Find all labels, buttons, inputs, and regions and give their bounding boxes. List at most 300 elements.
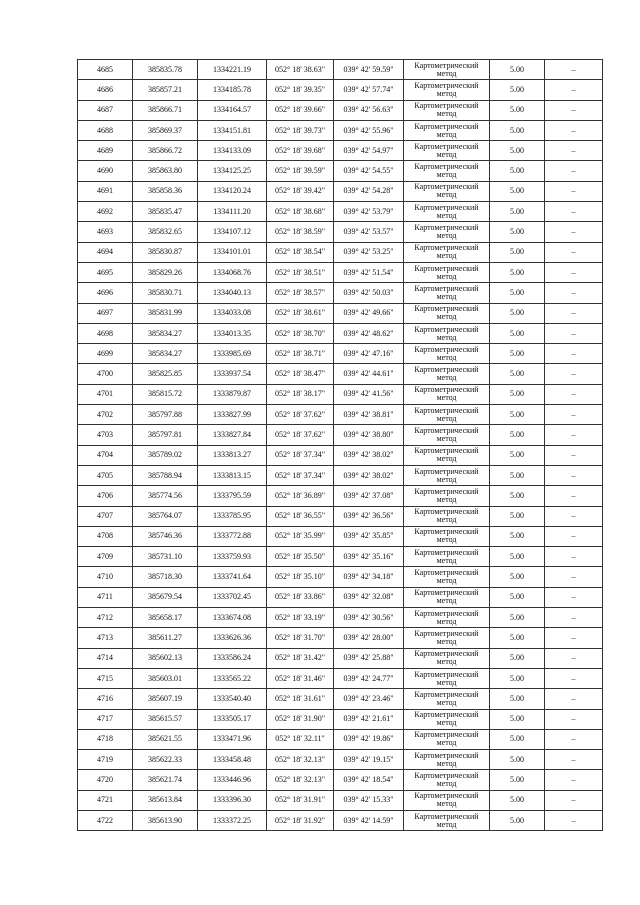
- point-number-cell: 4699: [78, 344, 133, 364]
- table-row: [78, 567, 603, 587]
- longitude-cell: 039° 42' 25.88": [334, 648, 404, 668]
- point-number-cell: 4696: [78, 283, 133, 303]
- table-row: [78, 283, 603, 303]
- longitude-cell: 039° 42' 37.08": [334, 486, 404, 506]
- note-cell: –: [545, 486, 603, 506]
- latitude-cell: 052° 18' 35.10": [267, 567, 334, 587]
- table-row: [78, 689, 603, 709]
- accuracy-cell: 5.00: [490, 303, 545, 323]
- coordinates-table: [77, 59, 603, 831]
- note-cell: –: [545, 303, 603, 323]
- method-cell: Картометрический метод: [404, 486, 490, 506]
- point-number-cell: 4701: [78, 384, 133, 404]
- y-coordinate-cell: 1334164.57: [198, 100, 267, 120]
- accuracy-cell: 5.00: [490, 648, 545, 668]
- longitude-cell: 039° 42' 51.54": [334, 262, 404, 282]
- latitude-cell: 052° 18' 35.50": [267, 547, 334, 567]
- table-row: [78, 526, 603, 546]
- longitude-cell: 039° 42' 14.59": [334, 810, 404, 830]
- y-coordinate-cell: 1333446.96: [198, 770, 267, 790]
- x-coordinate-cell: 385718.30: [133, 567, 198, 587]
- point-number-cell: 4685: [78, 60, 133, 80]
- y-coordinate-cell: 1334151.81: [198, 120, 267, 140]
- note-cell: –: [545, 526, 603, 546]
- latitude-cell: 052° 18' 36.55": [267, 506, 334, 526]
- point-number-cell: 4706: [78, 486, 133, 506]
- longitude-cell: 039° 42' 19.86": [334, 729, 404, 749]
- note-cell: –: [545, 567, 603, 587]
- table-row: [78, 141, 603, 161]
- point-number-cell: 4717: [78, 709, 133, 729]
- longitude-cell: 039° 42' 55.96": [334, 120, 404, 140]
- x-coordinate-cell: 385835.78: [133, 60, 198, 80]
- accuracy-cell: 5.00: [490, 364, 545, 384]
- point-number-cell: 4686: [78, 80, 133, 100]
- accuracy-cell: 5.00: [490, 405, 545, 425]
- table-row: [78, 222, 603, 242]
- table-row: [78, 709, 603, 729]
- latitude-cell: 052° 18' 32.13": [267, 770, 334, 790]
- latitude-cell: 052° 18' 31.46": [267, 668, 334, 688]
- accuracy-cell: 5.00: [490, 161, 545, 181]
- longitude-cell: 039° 42' 53.25": [334, 242, 404, 262]
- note-cell: –: [545, 161, 603, 181]
- accuracy-cell: 5.00: [490, 323, 545, 343]
- method-cell: Картометрический метод: [404, 567, 490, 587]
- latitude-cell: 052° 18' 39.59": [267, 161, 334, 181]
- point-number-cell: 4688: [78, 120, 133, 140]
- longitude-cell: 039° 42' 30.56": [334, 608, 404, 628]
- point-number-cell: 4691: [78, 181, 133, 201]
- x-coordinate-cell: 385834.27: [133, 344, 198, 364]
- table-row: [78, 242, 603, 262]
- method-cell: Картометрический метод: [404, 384, 490, 404]
- table-row: [78, 465, 603, 485]
- table-row: [78, 445, 603, 465]
- accuracy-cell: 5.00: [490, 810, 545, 830]
- x-coordinate-cell: 385611.27: [133, 628, 198, 648]
- y-coordinate-cell: 1334068.76: [198, 262, 267, 282]
- accuracy-cell: 5.00: [490, 547, 545, 567]
- method-cell: Картометрический метод: [404, 465, 490, 485]
- note-cell: –: [545, 709, 603, 729]
- latitude-cell: 052° 18' 33.86": [267, 587, 334, 607]
- longitude-cell: 039° 42' 59.59": [334, 60, 404, 80]
- longitude-cell: 039° 42' 36.56": [334, 506, 404, 526]
- y-coordinate-cell: 1333565.22: [198, 668, 267, 688]
- x-coordinate-cell: 385863.80: [133, 161, 198, 181]
- point-number-cell: 4715: [78, 668, 133, 688]
- note-cell: –: [545, 425, 603, 445]
- point-number-cell: 4721: [78, 790, 133, 810]
- point-number-cell: 4722: [78, 810, 133, 830]
- accuracy-cell: 5.00: [490, 506, 545, 526]
- longitude-cell: 039° 42' 57.74": [334, 80, 404, 100]
- y-coordinate-cell: 1333458.48: [198, 750, 267, 770]
- point-number-cell: 4700: [78, 364, 133, 384]
- table-row: [78, 790, 603, 810]
- x-coordinate-cell: 385858.36: [133, 181, 198, 201]
- note-cell: –: [545, 608, 603, 628]
- point-number-cell: 4712: [78, 608, 133, 628]
- point-number-cell: 4716: [78, 689, 133, 709]
- accuracy-cell: 5.00: [490, 100, 545, 120]
- point-number-cell: 4702: [78, 405, 133, 425]
- method-cell: Картометрический метод: [404, 141, 490, 161]
- y-coordinate-cell: 1333937.54: [198, 364, 267, 384]
- accuracy-cell: 5.00: [490, 709, 545, 729]
- method-cell: Картометрический метод: [404, 506, 490, 526]
- method-cell: Картометрический метод: [404, 750, 490, 770]
- method-cell: Картометрический метод: [404, 80, 490, 100]
- note-cell: –: [545, 668, 603, 688]
- point-number-cell: 4720: [78, 770, 133, 790]
- point-number-cell: 4708: [78, 526, 133, 546]
- accuracy-cell: 5.00: [490, 283, 545, 303]
- note-cell: –: [545, 283, 603, 303]
- y-coordinate-cell: 1334111.20: [198, 202, 267, 222]
- method-cell: Картометрический метод: [404, 689, 490, 709]
- x-coordinate-cell: 385679.54: [133, 587, 198, 607]
- longitude-cell: 039° 42' 32.08": [334, 587, 404, 607]
- note-cell: –: [545, 364, 603, 384]
- y-coordinate-cell: 1333795.59: [198, 486, 267, 506]
- x-coordinate-cell: 385866.71: [133, 100, 198, 120]
- point-number-cell: 4704: [78, 445, 133, 465]
- note-cell: –: [545, 628, 603, 648]
- latitude-cell: 052° 18' 31.90": [267, 709, 334, 729]
- latitude-cell: 052° 18' 39.66": [267, 100, 334, 120]
- y-coordinate-cell: 1333813.27: [198, 445, 267, 465]
- longitude-cell: 039° 42' 35.85": [334, 526, 404, 546]
- x-coordinate-cell: 385834.27: [133, 323, 198, 343]
- accuracy-cell: 5.00: [490, 425, 545, 445]
- point-number-cell: 4719: [78, 750, 133, 770]
- x-coordinate-cell: 385613.90: [133, 810, 198, 830]
- y-coordinate-cell: 1333827.99: [198, 405, 267, 425]
- y-coordinate-cell: 1334033.08: [198, 303, 267, 323]
- note-cell: –: [545, 465, 603, 485]
- table-row: [78, 181, 603, 201]
- y-coordinate-cell: 1333586.24: [198, 648, 267, 668]
- table-row: [78, 60, 603, 80]
- table-row: [78, 770, 603, 790]
- note-cell: –: [545, 202, 603, 222]
- accuracy-cell: 5.00: [490, 587, 545, 607]
- longitude-cell: 039° 42' 34.18": [334, 567, 404, 587]
- longitude-cell: 039° 42' 47.16": [334, 344, 404, 364]
- method-cell: Картометрический метод: [404, 344, 490, 364]
- x-coordinate-cell: 385797.81: [133, 425, 198, 445]
- latitude-cell: 052° 18' 38.59": [267, 222, 334, 242]
- table-row: [78, 405, 603, 425]
- latitude-cell: 052° 18' 33.19": [267, 608, 334, 628]
- note-cell: –: [545, 100, 603, 120]
- y-coordinate-cell: 1333985.69: [198, 344, 267, 364]
- latitude-cell: 052° 18' 36.89": [267, 486, 334, 506]
- method-cell: Картометрический метод: [404, 526, 490, 546]
- longitude-cell: 039° 42' 21.61": [334, 709, 404, 729]
- note-cell: –: [545, 222, 603, 242]
- longitude-cell: 039° 42' 53.79": [334, 202, 404, 222]
- method-cell: Картометрический метод: [404, 181, 490, 201]
- x-coordinate-cell: 385622.33: [133, 750, 198, 770]
- y-coordinate-cell: 1333785.95: [198, 506, 267, 526]
- note-cell: –: [545, 323, 603, 343]
- table-row: [78, 750, 603, 770]
- table-row: [78, 100, 603, 120]
- table-row: [78, 262, 603, 282]
- note-cell: –: [545, 384, 603, 404]
- method-cell: Картометрический метод: [404, 242, 490, 262]
- latitude-cell: 052° 18' 32.11": [267, 729, 334, 749]
- table-row: [78, 628, 603, 648]
- accuracy-cell: 5.00: [490, 770, 545, 790]
- y-coordinate-cell: 1334221.19: [198, 60, 267, 80]
- x-coordinate-cell: 385815.72: [133, 384, 198, 404]
- latitude-cell: 052° 18' 37.34": [267, 445, 334, 465]
- method-cell: Картометрический метод: [404, 628, 490, 648]
- latitude-cell: 052° 18' 38.47": [267, 364, 334, 384]
- accuracy-cell: 5.00: [490, 526, 545, 546]
- method-cell: Картометрический метод: [404, 283, 490, 303]
- x-coordinate-cell: 385621.55: [133, 729, 198, 749]
- latitude-cell: 052° 18' 38.57": [267, 283, 334, 303]
- point-number-cell: 4687: [78, 100, 133, 120]
- accuracy-cell: 5.00: [490, 668, 545, 688]
- accuracy-cell: 5.00: [490, 689, 545, 709]
- point-number-cell: 4692: [78, 202, 133, 222]
- note-cell: –: [545, 120, 603, 140]
- point-number-cell: 4710: [78, 567, 133, 587]
- method-cell: Картометрический метод: [404, 729, 490, 749]
- x-coordinate-cell: 385613.84: [133, 790, 198, 810]
- method-cell: Картометрический метод: [404, 161, 490, 181]
- x-coordinate-cell: 385857.21: [133, 80, 198, 100]
- accuracy-cell: 5.00: [490, 202, 545, 222]
- y-coordinate-cell: 1333372.25: [198, 810, 267, 830]
- method-cell: Картометрический метод: [404, 222, 490, 242]
- longitude-cell: 039° 42' 35.16": [334, 547, 404, 567]
- accuracy-cell: 5.00: [490, 486, 545, 506]
- accuracy-cell: 5.00: [490, 80, 545, 100]
- y-coordinate-cell: 1333471.96: [198, 729, 267, 749]
- accuracy-cell: 5.00: [490, 242, 545, 262]
- latitude-cell: 052° 18' 31.92": [267, 810, 334, 830]
- table-row: [78, 161, 603, 181]
- longitude-cell: 039° 42' 24.77": [334, 668, 404, 688]
- table-row: [78, 506, 603, 526]
- x-coordinate-cell: 385774.56: [133, 486, 198, 506]
- y-coordinate-cell: 1333879.87: [198, 384, 267, 404]
- table-row: [78, 668, 603, 688]
- point-number-cell: 4694: [78, 242, 133, 262]
- accuracy-cell: 5.00: [490, 729, 545, 749]
- longitude-cell: 039° 42' 38.81": [334, 405, 404, 425]
- point-number-cell: 4693: [78, 222, 133, 242]
- table-row: [78, 364, 603, 384]
- longitude-cell: 039° 42' 28.00": [334, 628, 404, 648]
- point-number-cell: 4718: [78, 729, 133, 749]
- point-number-cell: 4705: [78, 465, 133, 485]
- x-coordinate-cell: 385615.57: [133, 709, 198, 729]
- accuracy-cell: 5.00: [490, 608, 545, 628]
- accuracy-cell: 5.00: [490, 445, 545, 465]
- y-coordinate-cell: 1334120.24: [198, 181, 267, 201]
- latitude-cell: 052° 18' 32.13": [267, 750, 334, 770]
- x-coordinate-cell: 385866.72: [133, 141, 198, 161]
- longitude-cell: 039° 42' 44.61": [334, 364, 404, 384]
- longitude-cell: 039° 42' 53.57": [334, 222, 404, 242]
- table-row: [78, 547, 603, 567]
- accuracy-cell: 5.00: [490, 60, 545, 80]
- note-cell: –: [545, 141, 603, 161]
- latitude-cell: 052° 18' 38.63": [267, 60, 334, 80]
- note-cell: –: [545, 80, 603, 100]
- x-coordinate-cell: 385788.94: [133, 465, 198, 485]
- point-number-cell: 4689: [78, 141, 133, 161]
- method-cell: Картометрический метод: [404, 364, 490, 384]
- y-coordinate-cell: 1333827.84: [198, 425, 267, 445]
- x-coordinate-cell: 385835.47: [133, 202, 198, 222]
- x-coordinate-cell: 385621.74: [133, 770, 198, 790]
- y-coordinate-cell: 1333396.30: [198, 790, 267, 810]
- table-row: [78, 303, 603, 323]
- y-coordinate-cell: 1333626.36: [198, 628, 267, 648]
- accuracy-cell: 5.00: [490, 384, 545, 404]
- point-number-cell: 4711: [78, 587, 133, 607]
- table-row: [78, 608, 603, 628]
- note-cell: –: [545, 405, 603, 425]
- note-cell: –: [545, 790, 603, 810]
- y-coordinate-cell: 1334133.09: [198, 141, 267, 161]
- note-cell: –: [545, 810, 603, 830]
- y-coordinate-cell: 1333540.40: [198, 689, 267, 709]
- note-cell: –: [545, 547, 603, 567]
- y-coordinate-cell: 1334125.25: [198, 161, 267, 181]
- longitude-cell: 039° 42' 38.02": [334, 445, 404, 465]
- method-cell: Картометрический метод: [404, 120, 490, 140]
- accuracy-cell: 5.00: [490, 181, 545, 201]
- latitude-cell: 052° 18' 38.61": [267, 303, 334, 323]
- method-cell: Картометрический метод: [404, 303, 490, 323]
- accuracy-cell: 5.00: [490, 628, 545, 648]
- accuracy-cell: 5.00: [490, 567, 545, 587]
- longitude-cell: 039° 42' 19.15": [334, 750, 404, 770]
- note-cell: –: [545, 242, 603, 262]
- point-number-cell: 4698: [78, 323, 133, 343]
- longitude-cell: 039° 42' 56.63": [334, 100, 404, 120]
- note-cell: –: [545, 344, 603, 364]
- longitude-cell: 039° 42' 49.66": [334, 303, 404, 323]
- point-number-cell: 4703: [78, 425, 133, 445]
- y-coordinate-cell: 1333759.93: [198, 547, 267, 567]
- method-cell: Картометрический метод: [404, 547, 490, 567]
- method-cell: Картометрический метод: [404, 323, 490, 343]
- note-cell: –: [545, 587, 603, 607]
- point-number-cell: 4709: [78, 547, 133, 567]
- longitude-cell: 039° 42' 15.33": [334, 790, 404, 810]
- latitude-cell: 052° 18' 31.91": [267, 790, 334, 810]
- note-cell: –: [545, 60, 603, 80]
- point-number-cell: 4695: [78, 262, 133, 282]
- table-row: [78, 486, 603, 506]
- method-cell: Картометрический метод: [404, 668, 490, 688]
- point-number-cell: 4690: [78, 161, 133, 181]
- note-cell: –: [545, 689, 603, 709]
- latitude-cell: 052° 18' 38.54": [267, 242, 334, 262]
- y-coordinate-cell: 1333505.17: [198, 709, 267, 729]
- y-coordinate-cell: 1334101.01: [198, 242, 267, 262]
- method-cell: Картометрический метод: [404, 608, 490, 628]
- table-row: [78, 202, 603, 222]
- accuracy-cell: 5.00: [490, 790, 545, 810]
- note-cell: –: [545, 729, 603, 749]
- latitude-cell: 052° 18' 35.99": [267, 526, 334, 546]
- accuracy-cell: 5.00: [490, 465, 545, 485]
- method-cell: Картометрический метод: [404, 648, 490, 668]
- longitude-cell: 039° 42' 54.28": [334, 181, 404, 201]
- note-cell: –: [545, 181, 603, 201]
- x-coordinate-cell: 385830.71: [133, 283, 198, 303]
- x-coordinate-cell: 385869.37: [133, 120, 198, 140]
- method-cell: Картометрический метод: [404, 405, 490, 425]
- accuracy-cell: 5.00: [490, 262, 545, 282]
- latitude-cell: 052° 18' 38.71": [267, 344, 334, 364]
- method-cell: Картометрический метод: [404, 262, 490, 282]
- x-coordinate-cell: 385789.02: [133, 445, 198, 465]
- longitude-cell: 039° 42' 18.54": [334, 770, 404, 790]
- table-row: [78, 120, 603, 140]
- y-coordinate-cell: 1333702.45: [198, 587, 267, 607]
- latitude-cell: 052° 18' 39.68": [267, 141, 334, 161]
- note-cell: –: [545, 750, 603, 770]
- longitude-cell: 039° 42' 54.97": [334, 141, 404, 161]
- point-number-cell: 4707: [78, 506, 133, 526]
- note-cell: –: [545, 262, 603, 282]
- x-coordinate-cell: 385831.99: [133, 303, 198, 323]
- x-coordinate-cell: 385825.85: [133, 364, 198, 384]
- y-coordinate-cell: 1333813.15: [198, 465, 267, 485]
- latitude-cell: 052° 18' 38.51": [267, 262, 334, 282]
- table-row: [78, 425, 603, 445]
- x-coordinate-cell: 385602.13: [133, 648, 198, 668]
- x-coordinate-cell: 385832.65: [133, 222, 198, 242]
- note-cell: –: [545, 770, 603, 790]
- latitude-cell: 052° 18' 38.68": [267, 202, 334, 222]
- x-coordinate-cell: 385603.01: [133, 668, 198, 688]
- x-coordinate-cell: 385830.87: [133, 242, 198, 262]
- x-coordinate-cell: 385829.26: [133, 262, 198, 282]
- method-cell: Картометрический метод: [404, 425, 490, 445]
- longitude-cell: 039° 42' 54.55": [334, 161, 404, 181]
- longitude-cell: 039° 42' 38.02": [334, 465, 404, 485]
- point-number-cell: 4714: [78, 648, 133, 668]
- y-coordinate-cell: 1334013.35: [198, 323, 267, 343]
- method-cell: Картометрический метод: [404, 587, 490, 607]
- table-row: [78, 323, 603, 343]
- x-coordinate-cell: 385746.36: [133, 526, 198, 546]
- latitude-cell: 052° 18' 31.70": [267, 628, 334, 648]
- method-cell: Картометрический метод: [404, 770, 490, 790]
- longitude-cell: 039° 42' 41.56": [334, 384, 404, 404]
- latitude-cell: 052° 18' 38.17": [267, 384, 334, 404]
- method-cell: Картометрический метод: [404, 810, 490, 830]
- table-row: [78, 587, 603, 607]
- method-cell: Картометрический метод: [404, 445, 490, 465]
- latitude-cell: 052° 18' 37.62": [267, 425, 334, 445]
- table-body: [78, 60, 603, 831]
